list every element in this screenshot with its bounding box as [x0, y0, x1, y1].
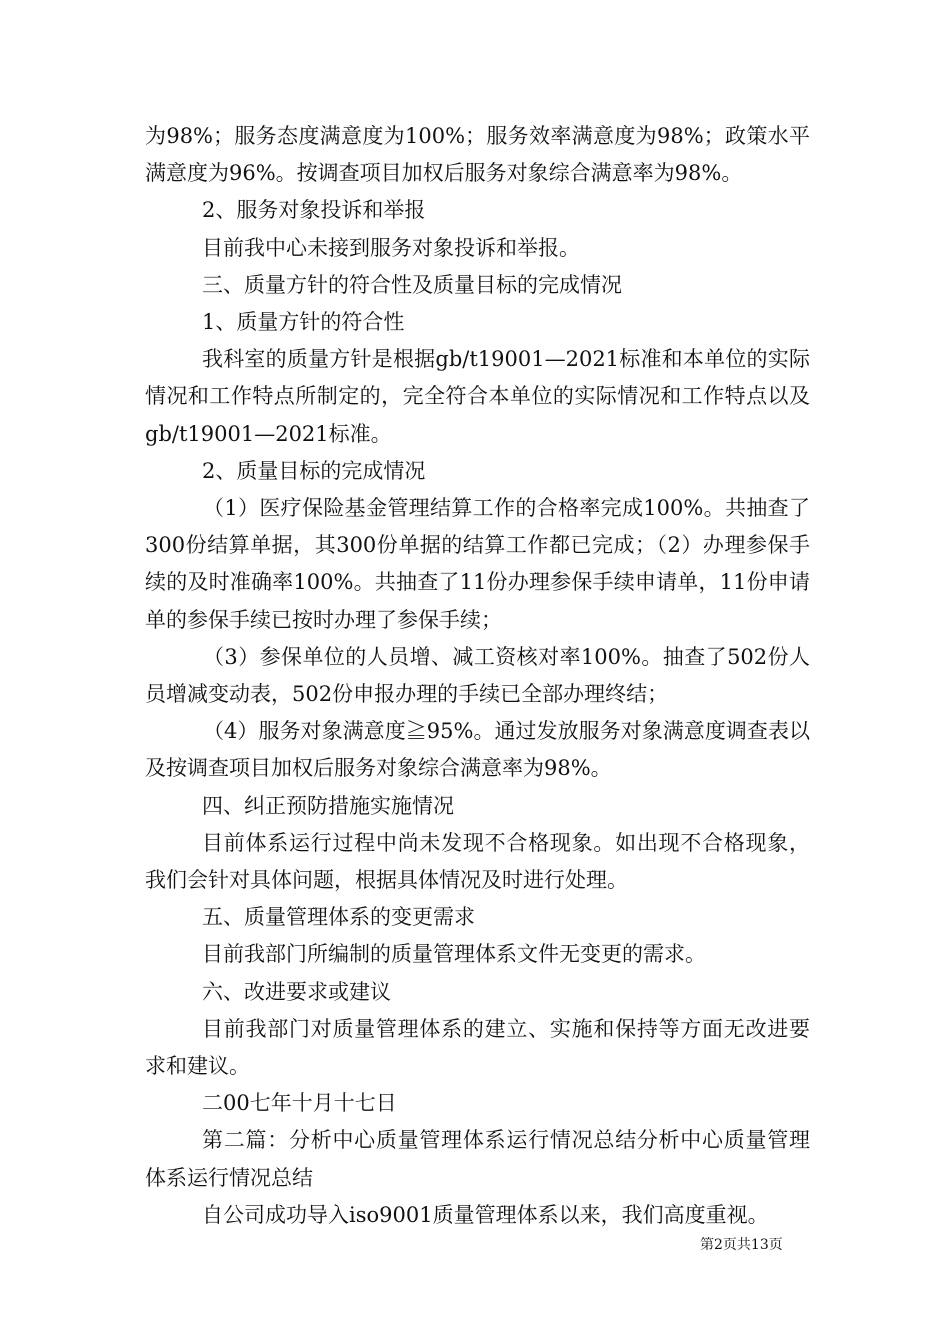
heading-part-2: 第二篇：分析中心质量管理体系运行情况总结分析中心质量管理体系运行情况总结 [145, 1128, 810, 1190]
heading-section-4: 四、纠正预防措施实施情况 [202, 793, 454, 818]
heading-policy-conformity: 1、质量方针的符合性 [202, 310, 405, 335]
paragraph-corrective-actions: 目前体系运行过程中尚未发现不合格现象。如出现不合格现象，我们会针对具体问题，根据具体情况及时进行处理。 [145, 830, 810, 893]
paragraph-no-complaints: 目前我中心未接到服务对象投诉和举报。 [202, 235, 580, 260]
heading-section-3: 三、质量方针的符合性及质量目标的完成情况 [202, 272, 622, 297]
heading-section-5: 五、质量管理体系的变更需求 [202, 905, 475, 930]
document-body [145, 118, 810, 1234]
paragraph-policy-conformity: 我科室的质量方针是根据gb/t19001—2021标准和本单位的实际情况和工作特点所制定的，完全符合本单位的实际情况和工作特点以及gb/t19001—2021标准。 [145, 347, 810, 446]
paragraph-change-needs: 目前我部门所编制的质量管理体系文件无变更的需求。 [202, 942, 706, 967]
paragraph-satisfaction-results: 为98%；服务态度满意度为100%；服务效率满意度为98%；政策水平满意度为96%。按调查项目加权后服务对象综合满意率为98%。 [145, 124, 810, 186]
paragraph-improvements: 目前我部门对质量管理体系的建立、实施和保持等方面无改进要求和建议。 [145, 1016, 810, 1079]
heading-section-6: 六、改进要求或建议 [202, 979, 391, 1004]
paragraph-goal-1-2: （1）医疗保险基金管理结算工作的合格率完成100%。共抽查了300份结算单据，其300份单据的结算工作都已完成；（2）办理参保手续的及时准确率100%。共抽查了11份办理参保手续申请单，11份申请单的参保手续已按时办理了参保手续； [145, 496, 810, 632]
page-number: 第2页共13页 [700, 1237, 783, 1253]
date-line: 二00七年十月十七日 [202, 1091, 397, 1116]
paragraph-goal-3: （3）参保单位的人员增、减工资核对率100%。抽查了502份人员增减变动表，502份申报办理的手续已全部办理终结； [145, 644, 810, 707]
heading-goal-completion: 2、质量目标的完成情况 [202, 458, 426, 483]
heading-complaints: 2、服务对象投诉和举报 [202, 198, 426, 223]
paragraph-goal-4: （4）服务对象满意度≧95%。通过发放服务对象满意度调查表以及按调查项目加权后服务对象综合满意率为98%。 [145, 719, 810, 781]
paragraph-iso9001: 自公司成功导入iso9001质量管理体系以来，我们高度重视。 [202, 1202, 769, 1227]
